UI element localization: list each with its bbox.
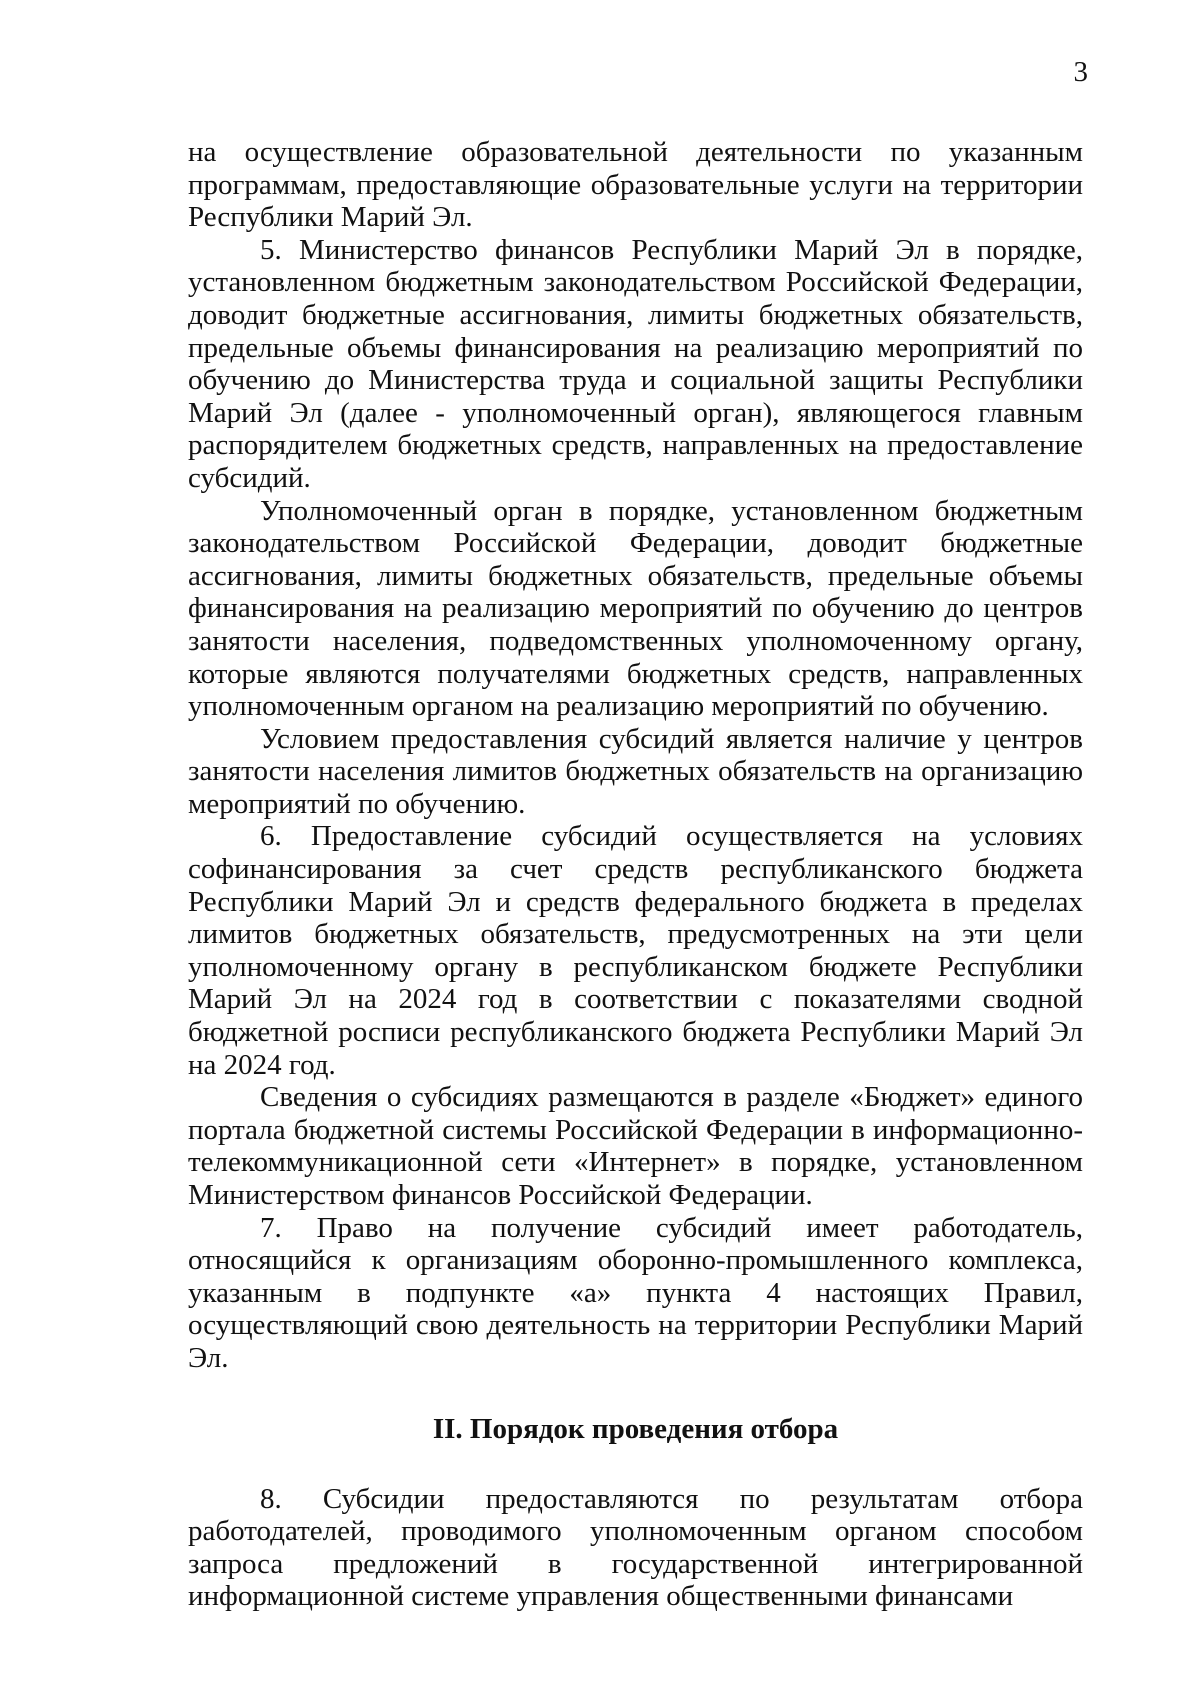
paragraph-item-6: 6. Предоставление субсидий осуществляется на условиях софинансирования за счет средств республиканского бюджета Республики Марий Эл и средств федерального бюджета в пределах лимитов бюджетных обязательств, предусмотренных на эти цели уполномоченному органу в республиканском бюджете Республики Марий Эл на 2024 год в соответствии с показателями сводной бюджетной росписи республиканского бюджета Республики Марий Эл на 2024 год. — [188, 820, 1083, 1081]
paragraph-item-8: 8. Субсидии предоставляются по результатам отбора работодателей, проводимого уполномоченным органом способом запроса предложений в государственной интегрированной информационной системе управления общественными финансами — [188, 1482, 1083, 1613]
page-number: 3 — [1073, 56, 1088, 88]
paragraph-continuation: на осуществление образовательной деятельности по указанным программам, предоставляющие образовательные услуги на территории Республики Марий Эл. — [188, 136, 1083, 234]
section-heading: II. Порядок проведения отбора — [432, 1412, 839, 1445]
paragraph-item-5: 5. Министерство финансов Республики Марий Эл в порядке, установленном бюджетным законодательством Российской Федерации, доводит бюджетные ассигнования, лимиты бюджетных обязательств, предельные объемы финансирования на реализацию мероприятий по обучению до Министерства труда и социальной защиты Республики Марий Эл (далее - уполномоченный орган), являющегося главным распорядителем бюджетных средств, направленных на предоставление субсидий. — [188, 233, 1083, 494]
paragraph-subsidy-info: Сведения о субсидиях размещаются в разделе «Бюджет» единого портала бюджетной системы Российской Федерации в информационно-телекоммуникационной сети «Интернет» в порядке, установленном Министерством финансов Российской Федерации. — [188, 1081, 1083, 1211]
document-body — [188, 136, 1083, 1613]
paragraph-authorized-body: Уполномоченный орган в порядке, установленном бюджетным законодательством Российской Федерации, доводит бюджетные ассигнования, лимиты бюджетных обязательств, предельные объемы финансирования на реализацию мероприятий по обучению до центров занятости населения, подведомственных уполномоченному органу, которые являются получателями бюджетных средств, направленных уполномоченным органом на реализацию мероприятий по обучению. — [188, 494, 1083, 723]
paragraph-item-7: 7. Право на получение субсидий имеет работодатель, относящийся к организациям оборонно-промышленного комплекса, указанным в подпункте «а» пункта 4 настоящих Правил, осуществляющий свою деятельность на территории Республики Марий Эл. — [188, 1211, 1083, 1374]
paragraph-subsidy-condition: Условием предоставления субсидий является наличие у центров занятости населения лимитов бюджетных обязательств на организацию мероприятий по обучению. — [188, 722, 1083, 820]
